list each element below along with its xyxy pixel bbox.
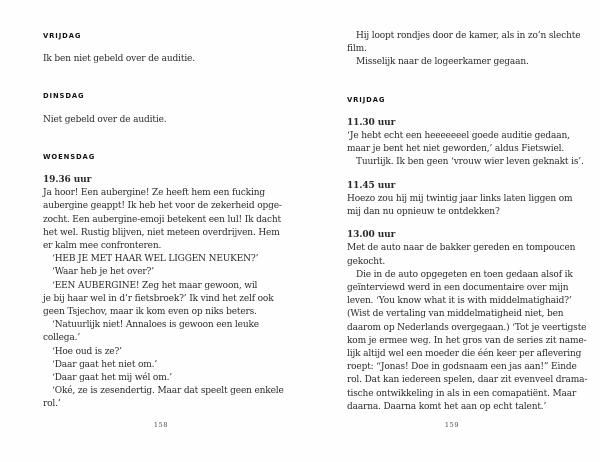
text-line: geen Tsjechov, maar ik kom even op niks beters. [43, 307, 257, 318]
section-day-heading: VRIJDAG [43, 32, 82, 40]
text-line: ‘Hoe oud is ze?’ [52, 346, 122, 357]
text-line: maar je bent het niet geworden,’ aldus Fietswiel. [347, 144, 565, 155]
text-line: ‘Oké, ze is zesendertig. Maar dat speelt geen enkele [52, 386, 284, 397]
text-line: Hoezo zou hij mij twintig jaar links laten liggen om [347, 193, 573, 204]
text-line: daarom op Nederlands overgegaan.) ‘Tot je veertigste [347, 322, 587, 333]
page-right-text-column [347, 30, 588, 414]
text-line: Ja hoor! Een aubergine! Ze heeft hem een fucking [43, 188, 265, 199]
section-day-heading: WOENSDAG [43, 152, 96, 161]
text-line: Ik ben niet gebeld over de auditie. [43, 54, 195, 65]
text-line: kom je ermee weg. In het gros van de series zit name- [347, 335, 587, 346]
entry-timestamp: 19.36 uur [43, 175, 92, 186]
text-line: het wel. Rustig blijven, niet meteen overdrijven. Hem [43, 227, 280, 238]
section-day-heading: DINSDAG [43, 92, 85, 101]
page-number-right: 159 [444, 421, 460, 429]
entry-timestamp: 11.45 uur [347, 180, 396, 191]
text-line: ‘Daar gaat het mij wél om.’ [52, 373, 172, 384]
paragraph [347, 130, 583, 170]
paragraph [347, 242, 588, 414]
paragraph [347, 30, 583, 70]
text-line: Met de auto naar de bakker gereden en tompoucen [347, 243, 576, 254]
text-line: collega.’ [43, 333, 81, 344]
text-line: er kalm mee confronteren. [43, 241, 162, 252]
text-line: ‘HEB JE MET HAAR WEL LIGGEN NEUKEN?’ [52, 254, 259, 265]
text-line: tische ontwikkeling in als in een comapatiënt. Maar [347, 388, 577, 399]
text-line: Niet gebeld over de auditie. [43, 114, 167, 125]
text-line: (Wist de vertaling van middelmatigheid niet, ben [347, 309, 564, 320]
text-line: je bij haar wel in d’r fietsbroek?’ Ik vind het zelf ook [43, 293, 274, 304]
text-line: ‘Waar heb je het over?’ [52, 267, 154, 278]
text-line: ‘EEN AUBERGINE! Zeg het maar gewoon, wil [52, 280, 258, 291]
text-line: daarna. Daarna komt het aan op echt talent.’ [347, 401, 547, 412]
paragraph [43, 187, 284, 411]
text-line: ‘Je hebt echt een heeeeeeel goede auditie gedaan, [347, 131, 570, 142]
entry-timestamp: 11.30 uur [347, 117, 396, 128]
paragraph [43, 114, 279, 127]
page-left-text-column [43, 30, 284, 412]
text-line: film. [347, 44, 367, 55]
entry-timestamp: 13.00 uur [347, 230, 396, 241]
text-line: Die in de auto opgegeten en toen gedaan alsof ik [356, 269, 573, 280]
text-line: gekocht. [347, 256, 386, 267]
text-line: roept: “Jonas! Doe in godsnaam een jas aan!” Einde [347, 362, 577, 373]
paragraph [347, 193, 583, 219]
text-line: mij dan nu opnieuw te ontdekken? [347, 207, 500, 218]
page-number-left: 158 [153, 421, 169, 429]
text-line: ‘Daar gaat het niet om.’ [52, 359, 158, 370]
text-line: zocht. Een aubergine-emoji betekent een lul! Ik dacht [43, 214, 281, 225]
text-line: aubergine geappt! Ik heb het voor de zekerheid opge- [43, 201, 282, 212]
text-line: Tuurlijk. Ik ben geen ‘vrouw wier leven geknakt is’. [356, 157, 584, 168]
text-line: geïnterviewd werd in een documentaire over mijn [347, 283, 569, 294]
paragraph [43, 53, 279, 66]
text-line: rol.’ [43, 399, 61, 410]
text-line: rol. Dat kan iedereen spelen, daar zit evenveel drama- [347, 375, 588, 386]
text-line: Hij loopt rondjes door de kamer, als in zo’n slechte [356, 31, 581, 41]
section-day-heading: VRIJDAG [347, 95, 386, 104]
text-line: ‘Natuurlijk niet! Annaloes is gewoon een leuke [52, 320, 259, 331]
text-line: leven. ‘You know what it is with middelmatighaid?’ [347, 296, 572, 307]
text-line: Misselijk naar de logeerkamer gegaan. [356, 57, 529, 68]
text-line: lijk altijd wel een moeder die één keer per aflevering [347, 349, 582, 360]
